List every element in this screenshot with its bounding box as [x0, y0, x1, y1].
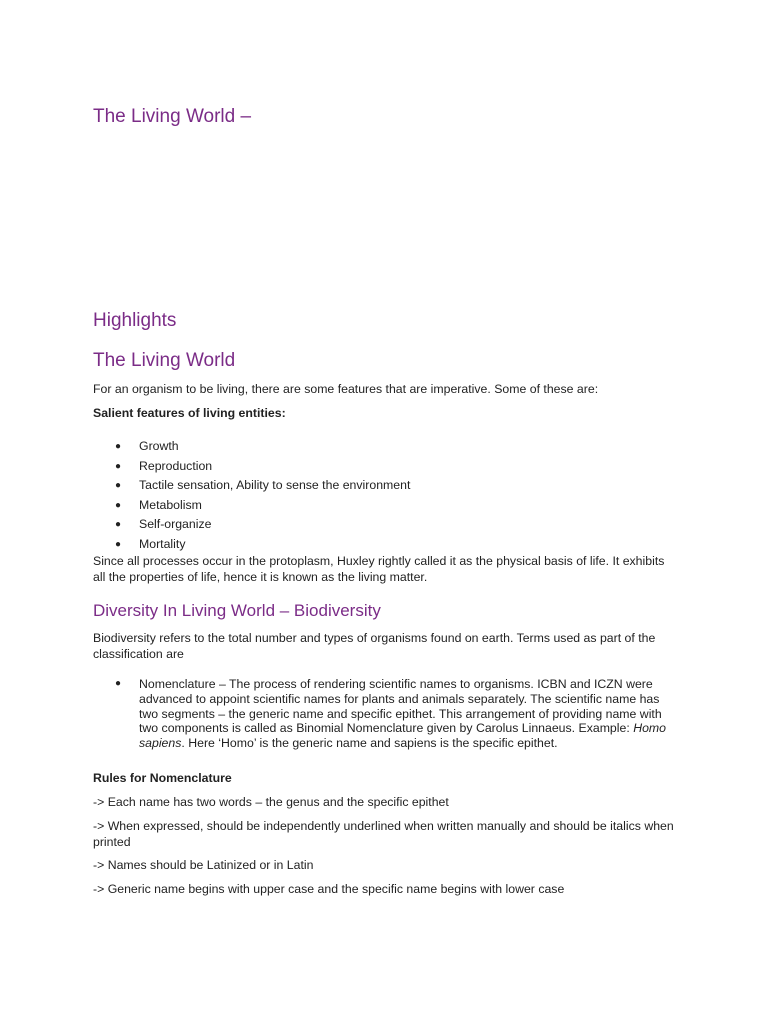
list-item: ● Reproduction: [93, 457, 678, 477]
bullet-icon: ●: [115, 499, 122, 511]
list-item: ● Mortality: [93, 535, 678, 555]
protoplasm-paragraph: Since all processes occur in the protoplasm, Huxley rightly called it as the physical basis of life. It exhibits all the properties of life, hence it is known as the living matter.: [93, 554, 665, 584]
list-item: ● Nomenclature – The process of rendering scientific names to organisms. ICBN and ICZN were advanced to appoint scientific names for plants and animals separately. The scientific name has two segments – the generic name and specific epithet. This arrangement of providing name with two components is called as Binomial Nomenclature given by Carolus Linnaeus. Example: Homo sapiens. Here ‘Homo’ is the generic name and sapiens is the specific epithet.: [115, 677, 666, 751]
biodiversity-paragraph: Biodiversity refers to the total number and types of organisms found on earth. Terms used as part of the classification are: [93, 631, 656, 661]
intro-paragraph: For an organism to be living, there are some features that are imperative. Some of these are:: [93, 382, 599, 396]
example-species-name: Homo sapiens: [139, 721, 666, 751]
highlights-heading: Highlights: [93, 310, 177, 331]
rule-item: -> Names should be Latinized or in Latin: [93, 858, 314, 872]
rule-item: -> When expressed, should be independently underlined when written manually and should be italics when printed: [93, 819, 674, 849]
bullet-icon: ●: [115, 538, 122, 550]
section-heading-living-world: The Living World: [93, 350, 236, 371]
list-item: ● Self-organize: [93, 515, 678, 535]
bullet-icon: ●: [115, 460, 122, 472]
bullet-icon: ●: [115, 441, 122, 452]
document-title: The Living World –: [93, 106, 252, 127]
list-item: ● Metabolism: [93, 496, 678, 516]
features-list: [93, 437, 678, 554]
nomenclature-list: [93, 677, 678, 751]
list-item: ● Growth: [93, 437, 678, 457]
bullet-icon: ●: [115, 519, 122, 530]
rule-item: -> Generic name begins with upper case and the specific name begins with lower case: [93, 882, 565, 896]
section-heading-biodiversity: Diversity In Living World – Biodiversity: [93, 601, 381, 620]
bullet-icon: ●: [115, 678, 122, 689]
list-item: ● Tactile sensation, Ability to sense the environment: [93, 476, 678, 496]
salient-features-heading: Salient features of living entities:: [93, 406, 286, 420]
rules-heading: Rules for Nomenclature: [93, 771, 232, 785]
rule-item: -> Each name has two words – the genus and the specific epithet: [93, 795, 449, 809]
bullet-icon: ●: [115, 480, 122, 491]
